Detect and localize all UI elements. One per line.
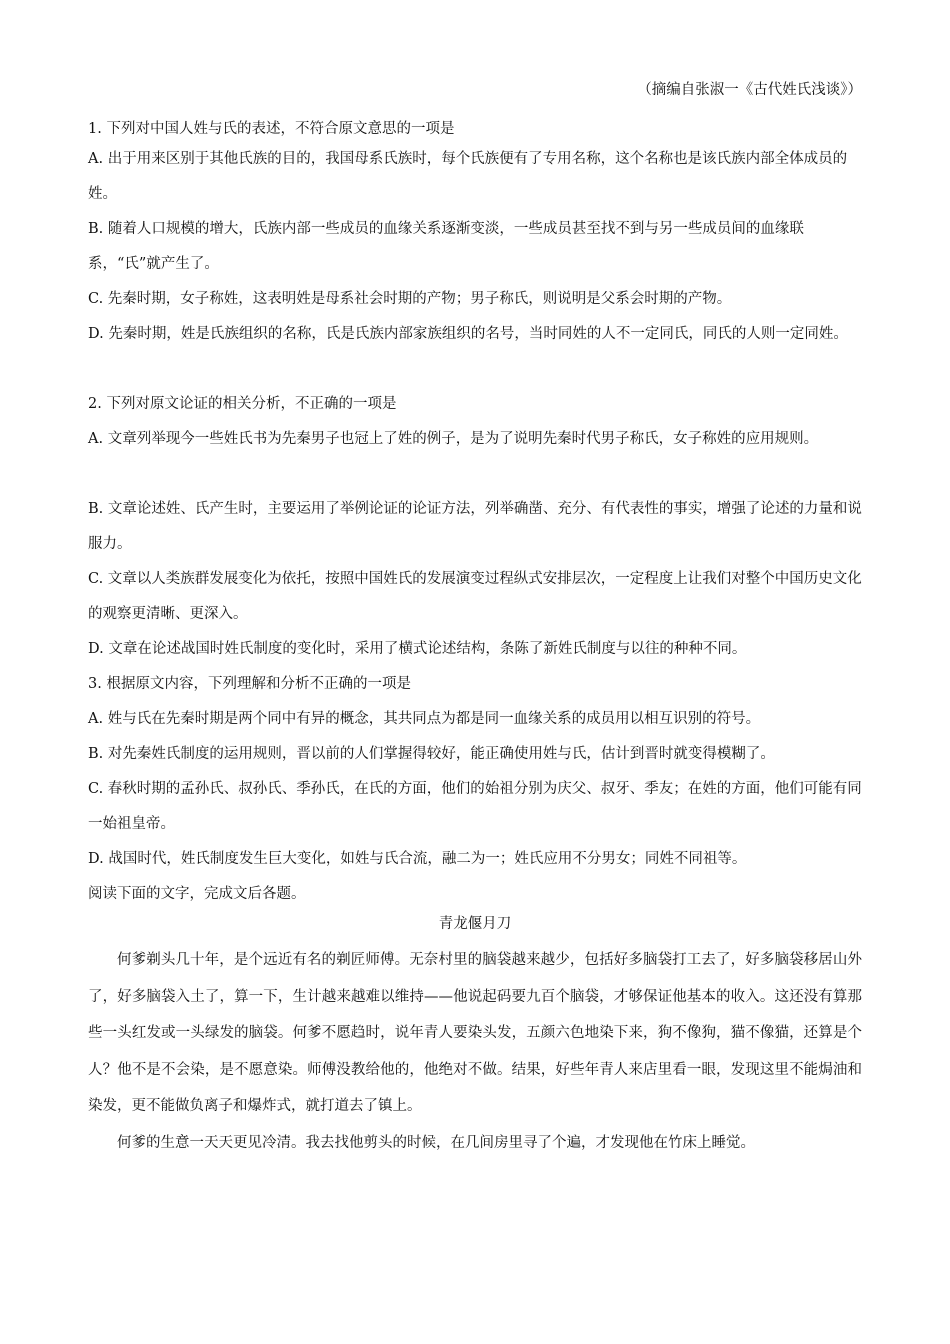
source-citation: （摘编自张淑一《古代姓氏浅谈》） (637, 82, 862, 98)
question-1-option-c: C. 先秦时期，女子称姓，这表明姓是母系社会时期的产物；男子称氏，则说明是父系会时期的产物。 (88, 291, 732, 307)
question-3-option-b: B. 对先秦姓氏制度的运用规则，晋以前的人们掌握得较好，能正确使用姓与氏，估计到晋时就变得模糊了。 (88, 746, 775, 762)
reading-instruction: 阅读下面的文字，完成文后各题。 (88, 886, 306, 902)
question-1-option-d: D. 先秦时期，姓是氏族组织的名称，氏是氏族内部家族组织的名号，当时同姓的人不一定同氏，同氏的人则一定同姓。 (88, 326, 848, 342)
story-title: 青龙偃月刀 (438, 916, 512, 932)
question-2-stem: 2. 下列对原文论证的相关分析，不正确的一项是 (88, 396, 397, 412)
question-2-option-c: C. 文章以人类族群发展变化为依托，按照中国姓氏的发展演变过程纵式安排层次，一定程度上让我们对整个中国历史文化的观察更清晰、更深入。 (88, 571, 862, 622)
question-3-stem: 3. 根据原文内容，下列理解和分析不正确的一项是 (88, 676, 411, 692)
question-3-option-c: C. 春秋时期的孟孙氏、叔孙氏、季孙氏，在氏的方面，他们的始祖分别为庆父、叔牙、季友；在姓的方面，他们可能有同一始祖皇帝。 (88, 781, 862, 832)
question-2-option-a: A. 文章列举现今一些姓氏书为先秦男子也冠上了姓的例子，是为了说明先秦时代男子称氏，女子称姓的应用规则。 (88, 431, 819, 447)
question-1-option-a: A. 出于用来区别于其他氏族的目的，我国母系氏族时，每个氏族便有了专用名称，这个名称也是该氏族内部全体成员的姓。 (88, 151, 848, 202)
question-2-option-b: B. 文章论述姓、氏产生时，主要运用了举例论证的论证方法，列举确凿、充分、有代表性的事实，增强了论述的力量和说服力。 (88, 501, 862, 552)
question-3-option-a: A. 姓与氏在先秦时期是两个同中有异的概念，其共同点为都是同一血缘关系的成员用以相互识别的符号。 (88, 711, 761, 727)
story-body (88, 942, 862, 1161)
story-paragraph-1: 何爹剃头几十年，是个远近有名的剃匠师傅。无奈村里的脑袋越来越少，包括好多脑袋打工去了，好多脑袋移居山外了，好多脑袋入土了，算一下，生计越来越难以维持——他说起码要九百个脑袋，才够保证他基本的收入。这还没有算那些一头红发或一头绿发的脑袋。何爹不愿趋时，说年青人要染头发，五颜六色地染下来，狗不像狗，猫不像猫，还算是个人？他不是不会染，是不愿意染。师傅没教给他的，他绝对不做。结果，好些年青人来店里看一眼，发现这里不能焗油和染发，更不能做负离子和爆炸式，就打道去了镇上。 (88, 952, 862, 1114)
story-paragraph-2: 何爹的生意一天天更见冷清。我去找他剪头的时候，在几间房里寻了个遍，才发现他在竹床上睡觉。 (117, 1134, 755, 1151)
question-1-option-b: B. 随着人口规模的增大，氏族内部一些成员的血缘关系逐渐变淡，一些成员甚至找不到与另一些成员间的血缘联系，“氏”就产生了。 (88, 221, 804, 272)
question-1-stem: 1. 下列对中国人姓与氏的表述，不符合原文意思的一项是 (88, 121, 455, 137)
question-2-option-d: D. 文章在论述战国时姓氏制度的变化时，采用了横式论述结构，条陈了新姓氏制度与以往的种种不同。 (88, 641, 747, 657)
question-3-option-d: D. 战国时代，姓氏制度发生巨大变化，如姓与氏合流，融二为一；姓氏应用不分男女；同姓不同祖等。 (88, 851, 747, 867)
